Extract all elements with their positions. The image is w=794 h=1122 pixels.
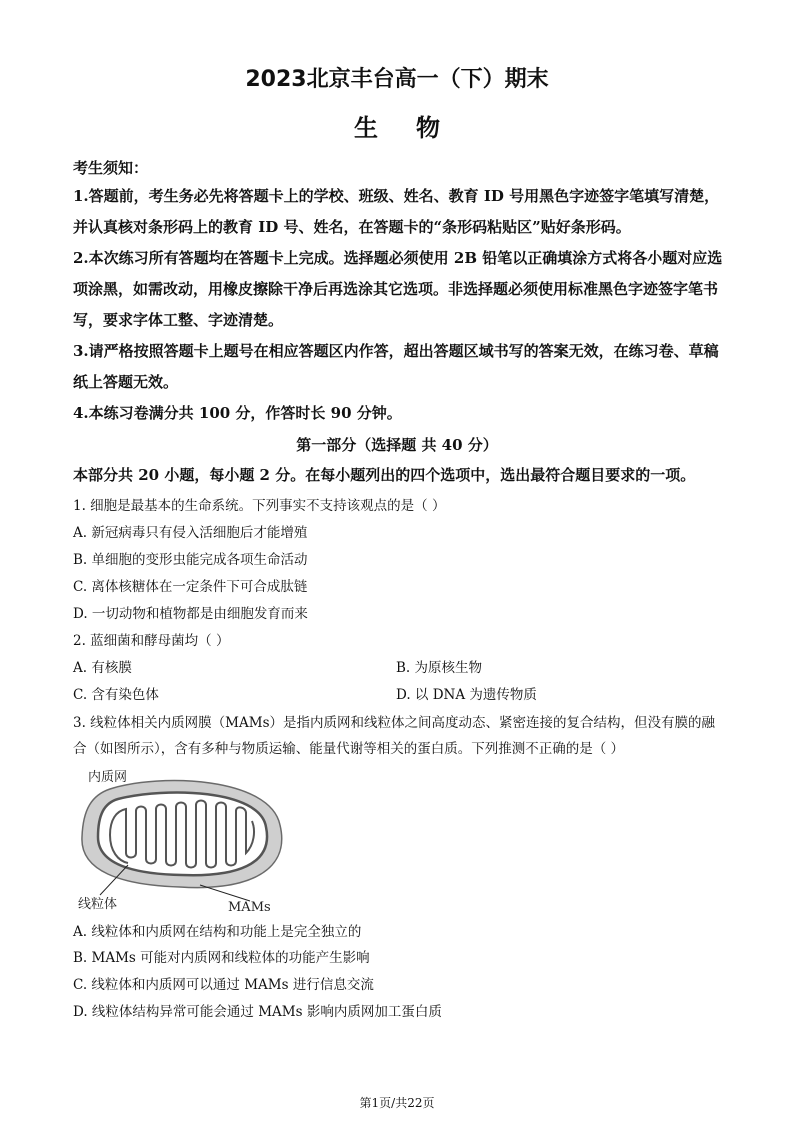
- pointer-mams: [200, 885, 250, 901]
- question-2-stem: 2. 蓝细菌和酵母菌均（ ）: [73, 633, 230, 649]
- mitochondria-er-figure: [70, 765, 310, 915]
- section-description: 本部分共 20 小题，每小题 2 分。在每小题列出的四个选项中，选出最符合题目要求的一项。: [73, 466, 696, 484]
- notice-title: 考生须知：: [73, 159, 149, 177]
- question-3-option-c: C. 线粒体和内质网可以通过 MAMs 进行信息交流: [73, 977, 374, 993]
- question-3-option-b: B. MAMs 可能对内质网和线粒体的功能产生影响: [73, 950, 370, 966]
- page-number: 第1页/共22页: [359, 1096, 435, 1110]
- question-1-option-d: D. 一切动物和植物都是由细胞发育而来: [73, 606, 308, 622]
- label-mams: MAMs: [228, 900, 271, 915]
- notice-item-4: 4.本练习卷满分共 100 分，作答时长 90 分钟。: [73, 404, 402, 422]
- question-2-option-a: A. 有核膜: [73, 660, 132, 676]
- question-1-option-a: A. 新冠病毒只有侵入活细胞后才能增殖: [73, 525, 308, 541]
- notice-item-2: 2.本次练习所有答题均在答题卡上完成。选择题必须使用 2B 铅笔以正确填涂方式将各小题对应选项涂黑，如需改动，用橡皮擦除干净后再选涂其它选项。非选择题必须使用标准黑色字迹签字笔书写，要求字体工整、字迹清楚。: [73, 249, 723, 329]
- subject-title: 生物: [354, 114, 478, 142]
- notice-item-3: 3.请严格按照答题卡上题号在相应答题区内作答，超出答题区域书写的答案无效，在练习卷、草稿纸上答题无效。: [73, 342, 719, 391]
- question-3-stem: 3. 线粒体相关内质网膜（MAMs）是指内质网和线粒体之间高度动态、紧密连接的复合结构，但没有膜的融合（如图所示），含有多种与物质运输、能量代谢等相关的蛋白质。下列推测不正确的是（ ）: [73, 715, 715, 757]
- question-1-option-b: B. 单细胞的变形虫能完成各项生命活动: [73, 552, 308, 568]
- label-mitochondria: 线粒体: [78, 897, 118, 912]
- question-1-stem: 1. 细胞是最基本的生命系统。下列事实不支持该观点的是（ ）: [73, 498, 446, 514]
- question-2-option-d: D. 以 DNA 为遗传物质: [396, 687, 537, 703]
- question-2-option-b: B. 为原核生物: [396, 660, 483, 676]
- section-title: 第一部分（选择题 共 40 分）: [296, 436, 498, 454]
- notice-item-1: 1.答题前，考生务必先将答题卡上的学校、班级、姓名、教育 ID 号用黑色字迹签字笔填写清楚，并认真核对条形码上的教育 ID 号、姓名，在答题卡的“条形码粘贴区”贴好条形码。: [73, 187, 720, 236]
- question-3-option-a: A. 线粒体和内质网在结构和功能上是完全独立的: [73, 924, 362, 940]
- label-er: 内质网: [88, 770, 128, 785]
- page-title: 2023北京丰台高一（下）期末: [245, 67, 549, 92]
- question-1-option-c: C. 离体核糖体在一定条件下可合成肽链: [73, 579, 308, 595]
- mito-outer-membrane: [98, 792, 267, 875]
- question-2-option-c: C. 含有染色体: [73, 687, 159, 703]
- question-3-option-d: D. 线粒体结构异常可能会通过 MAMs 影响内质网加工蛋白质: [73, 1004, 442, 1020]
